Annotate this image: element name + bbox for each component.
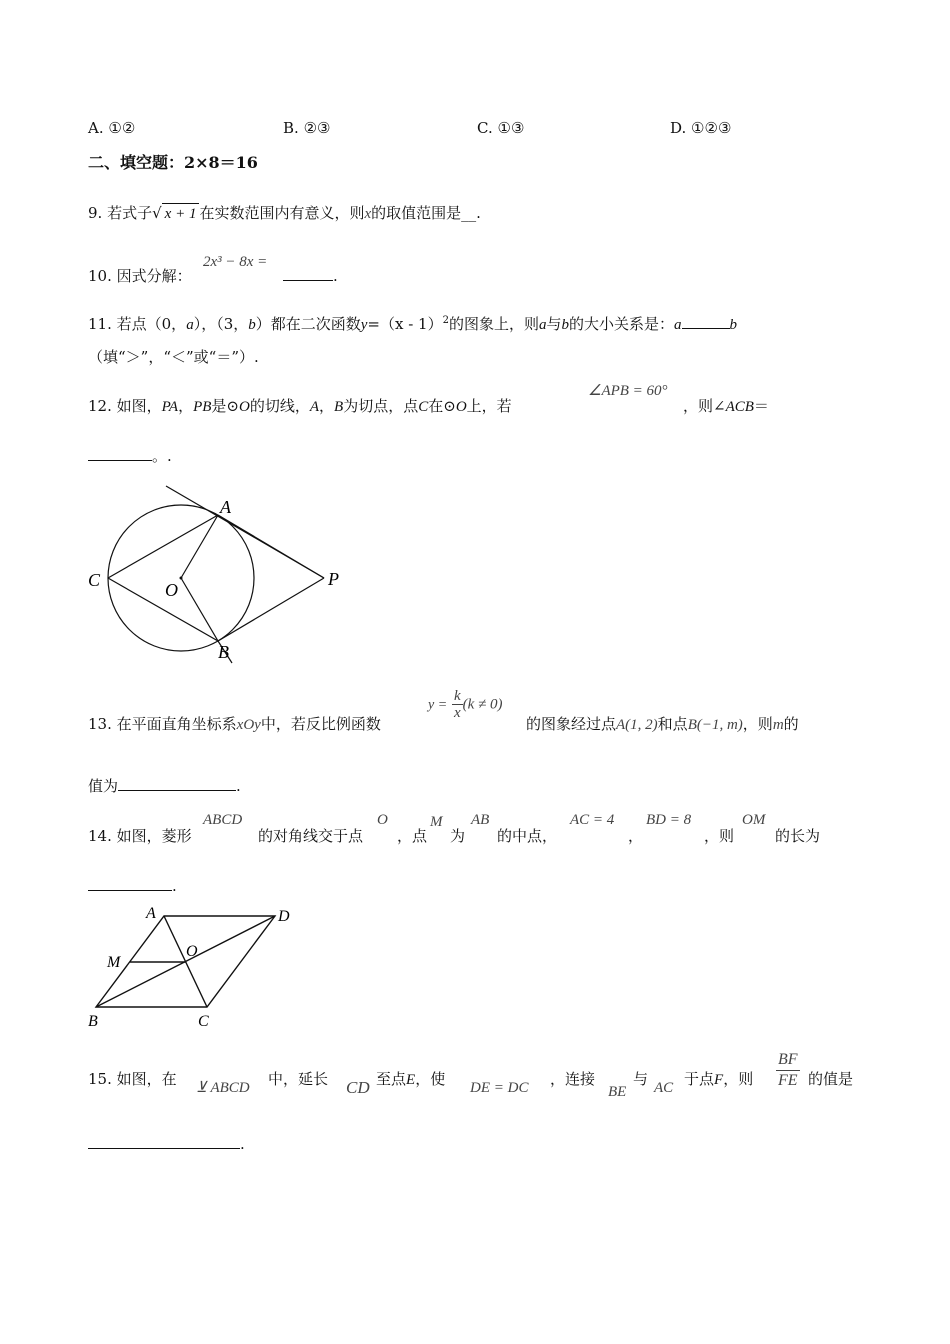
hidden — [280, 578, 324, 646]
text: 的 — [783, 715, 799, 733]
question-number: 12. — [88, 397, 112, 415]
math-var: E — [406, 1072, 416, 1088]
question-10 — [88, 266, 192, 286]
fraction-k-over-x — [452, 688, 463, 721]
choice-value: ①②③ — [691, 119, 732, 137]
center-point — [180, 577, 183, 580]
math-expr: xOy — [236, 717, 261, 733]
text: . — [172, 877, 177, 895]
choice-b — [283, 118, 330, 138]
math-var: b — [729, 317, 738, 333]
question-11 — [88, 311, 737, 335]
math-var: F — [714, 1072, 724, 1088]
choice-label: A. — [88, 119, 104, 137]
answer-blank — [88, 1134, 240, 1149]
q15-ac: AC — [654, 1080, 674, 1096]
text: 如图，在 — [116, 1070, 177, 1088]
denominator: FE — [778, 1072, 798, 1089]
q15-cd: CD — [346, 1078, 370, 1097]
text: 在实数范围内有意义，则 — [199, 204, 365, 222]
text: 至点 — [376, 1070, 407, 1088]
segment-ca — [108, 515, 218, 578]
question-11-line2: （填“＞”，“＜”或“＝”）. — [88, 348, 259, 366]
math-var: a — [674, 317, 682, 333]
q14-abcd: ABCD — [203, 812, 243, 828]
question-12 — [88, 396, 512, 417]
q13-points — [526, 714, 799, 735]
label-b: B — [88, 1013, 98, 1030]
choice-value: ①② — [108, 119, 136, 137]
segment-oa — [181, 515, 218, 578]
q12-tail — [683, 396, 769, 417]
q15-answer-line — [88, 1134, 245, 1154]
math-var: C — [418, 399, 429, 415]
choice-c — [477, 118, 524, 138]
radicand: x + 1 — [162, 203, 200, 224]
text: . — [240, 1135, 245, 1153]
text: ， — [178, 397, 194, 415]
choice-label: B. — [283, 119, 299, 137]
math-expr: (k ≠ 0) — [462, 696, 503, 713]
math-var: a — [539, 317, 547, 333]
q15-text5: ，连接 — [550, 1070, 596, 1088]
math-var: b — [561, 317, 570, 333]
question-14 — [88, 826, 192, 846]
answer-blank — [118, 776, 236, 791]
q15-text3 — [376, 1069, 445, 1090]
q12-angle-expression: ∠APB = 60° — [588, 383, 668, 399]
q15-be: BE — [608, 1084, 627, 1100]
text: 中，若反比例函数 — [260, 715, 381, 733]
text: 上，若 — [466, 397, 512, 415]
text: 的大小关系是： — [569, 315, 675, 333]
text: 在平面直角坐标系 — [116, 715, 237, 733]
text: 的图象上，则 — [448, 315, 539, 333]
choice-label: C. — [477, 119, 493, 137]
choice-label: D. — [670, 119, 687, 137]
choice-d — [670, 118, 731, 138]
question-9 — [88, 203, 481, 224]
q14-text5: 的中点， — [497, 827, 558, 845]
math-expr: A(1, 2) — [616, 717, 658, 733]
text: 在⊙ — [428, 397, 456, 415]
q10-answer-blank — [283, 266, 338, 286]
text: 如图，菱形 — [116, 827, 192, 845]
section-title: 二、填空题：2×8＝16 — [88, 153, 258, 172]
text: ，则 — [723, 1070, 754, 1088]
text: ，使 — [415, 1070, 446, 1088]
q14-text4: 为 — [450, 827, 466, 845]
q14-m: M — [430, 814, 443, 830]
superscript: 2 — [442, 315, 449, 326]
text: 若点（0， — [116, 315, 187, 333]
text: 为切点，点 — [343, 397, 419, 415]
text: ＝ — [753, 397, 769, 415]
numerator: BF — [776, 1050, 800, 1071]
q14-text3: ，点 — [397, 827, 428, 845]
text: 如图， — [116, 397, 162, 415]
label-o: O — [186, 943, 198, 960]
q14-text8: 的长为 — [775, 827, 821, 845]
q14-text6: ， — [628, 827, 644, 845]
q14-text7: ，则 — [704, 827, 735, 845]
segment-cb — [108, 578, 218, 641]
text: 的切线， — [249, 397, 310, 415]
math-var: x — [364, 206, 372, 222]
label-a: A — [146, 905, 156, 922]
math-expr: y = — [428, 697, 448, 713]
text: 值为 — [88, 777, 119, 795]
text: 于点 — [684, 1070, 715, 1088]
math-var: m — [772, 717, 784, 733]
question-number: 9. — [88, 204, 103, 222]
q15-text2: 中，延长 — [268, 1070, 329, 1088]
q15-parallelogram: ⊻ ABCD — [196, 1080, 250, 1096]
question-15 — [88, 1069, 177, 1089]
numerator: k — [453, 688, 461, 704]
answer-blank — [88, 446, 152, 461]
math-var: y — [360, 317, 368, 333]
choice-value: ②③ — [303, 119, 331, 137]
label-c: C — [198, 1013, 209, 1030]
q14-o: O — [377, 812, 388, 828]
text: =（x - 1） — [367, 315, 443, 333]
label-m: M — [107, 954, 121, 971]
answer-blank — [88, 876, 172, 891]
text: 和点 — [657, 715, 688, 733]
figure-12-circle-tangents — [80, 478, 360, 668]
segment-ob — [181, 578, 218, 641]
question-13 — [88, 714, 381, 735]
segment-bp — [218, 578, 324, 641]
figure-14-rhombus — [80, 900, 310, 1035]
math-var: O — [455, 399, 467, 415]
q12-answer-line — [88, 446, 172, 466]
q15-fraction — [776, 1050, 800, 1091]
text: 的图象经过点 — [526, 715, 617, 733]
text: ），（3， — [193, 315, 249, 333]
q13-function — [428, 688, 503, 721]
q14-bd: BD = 8 — [646, 812, 692, 828]
text: ，则∠ — [683, 397, 726, 415]
question-13-line2 — [88, 776, 241, 796]
denominator: x — [453, 705, 461, 721]
q14-om: OM — [742, 812, 766, 828]
text: 与 — [546, 315, 562, 333]
label-b: B — [218, 642, 229, 662]
question-number: 13. — [88, 715, 112, 733]
q10-expression: 2x³ − 8x = — [203, 254, 268, 270]
q15-text9: 的值是 — [808, 1070, 854, 1088]
math-expr: B(−1, m) — [687, 717, 743, 733]
q14-text2: 的对角线交于点 — [258, 827, 364, 845]
math-var: ACB — [725, 399, 754, 415]
question-number: 10. — [88, 267, 112, 285]
segment-ap — [218, 515, 324, 578]
text: . — [236, 777, 241, 795]
text: . — [333, 267, 338, 285]
math-var: O — [238, 399, 250, 415]
choice-a — [88, 118, 135, 138]
math-var: A — [309, 399, 320, 415]
q15-text7 — [684, 1069, 753, 1090]
q14-answer-line — [88, 876, 177, 896]
q14-ab: AB — [471, 812, 490, 828]
text: 因式分解： — [116, 267, 192, 285]
text: 若式子 — [107, 204, 153, 222]
text: ， — [319, 397, 335, 415]
q15-equation: DE = DC — [470, 1080, 529, 1096]
question-number: 11. — [88, 315, 112, 333]
text: ）都在二次函数 — [255, 315, 361, 333]
choice-value: ①③ — [497, 119, 525, 137]
question-number: 14. — [88, 827, 112, 845]
label-c: C — [88, 570, 101, 590]
math-var: b — [248, 317, 256, 333]
label-o: O — [165, 580, 178, 600]
math-var: B — [334, 399, 344, 415]
text: 是⊙ — [211, 397, 239, 415]
q15-text6: 与 — [633, 1070, 649, 1088]
question-number: 15. — [88, 1070, 112, 1088]
math-var: PA — [161, 399, 179, 415]
answer-blank — [682, 314, 730, 329]
fraction-bf-over-fe — [776, 1050, 800, 1091]
label-p: P — [328, 569, 339, 589]
sqrt-expression: √ x + 1 — [152, 204, 199, 222]
label-d: D — [278, 908, 290, 925]
text: 的取值范围是__. — [371, 204, 481, 222]
text: 。. — [152, 447, 172, 465]
label-a: A — [220, 497, 231, 517]
math-var: PB — [193, 399, 212, 415]
text: ，则 — [742, 715, 773, 733]
q14-ac: AC = 4 — [570, 812, 615, 828]
math-var: a — [186, 317, 194, 333]
